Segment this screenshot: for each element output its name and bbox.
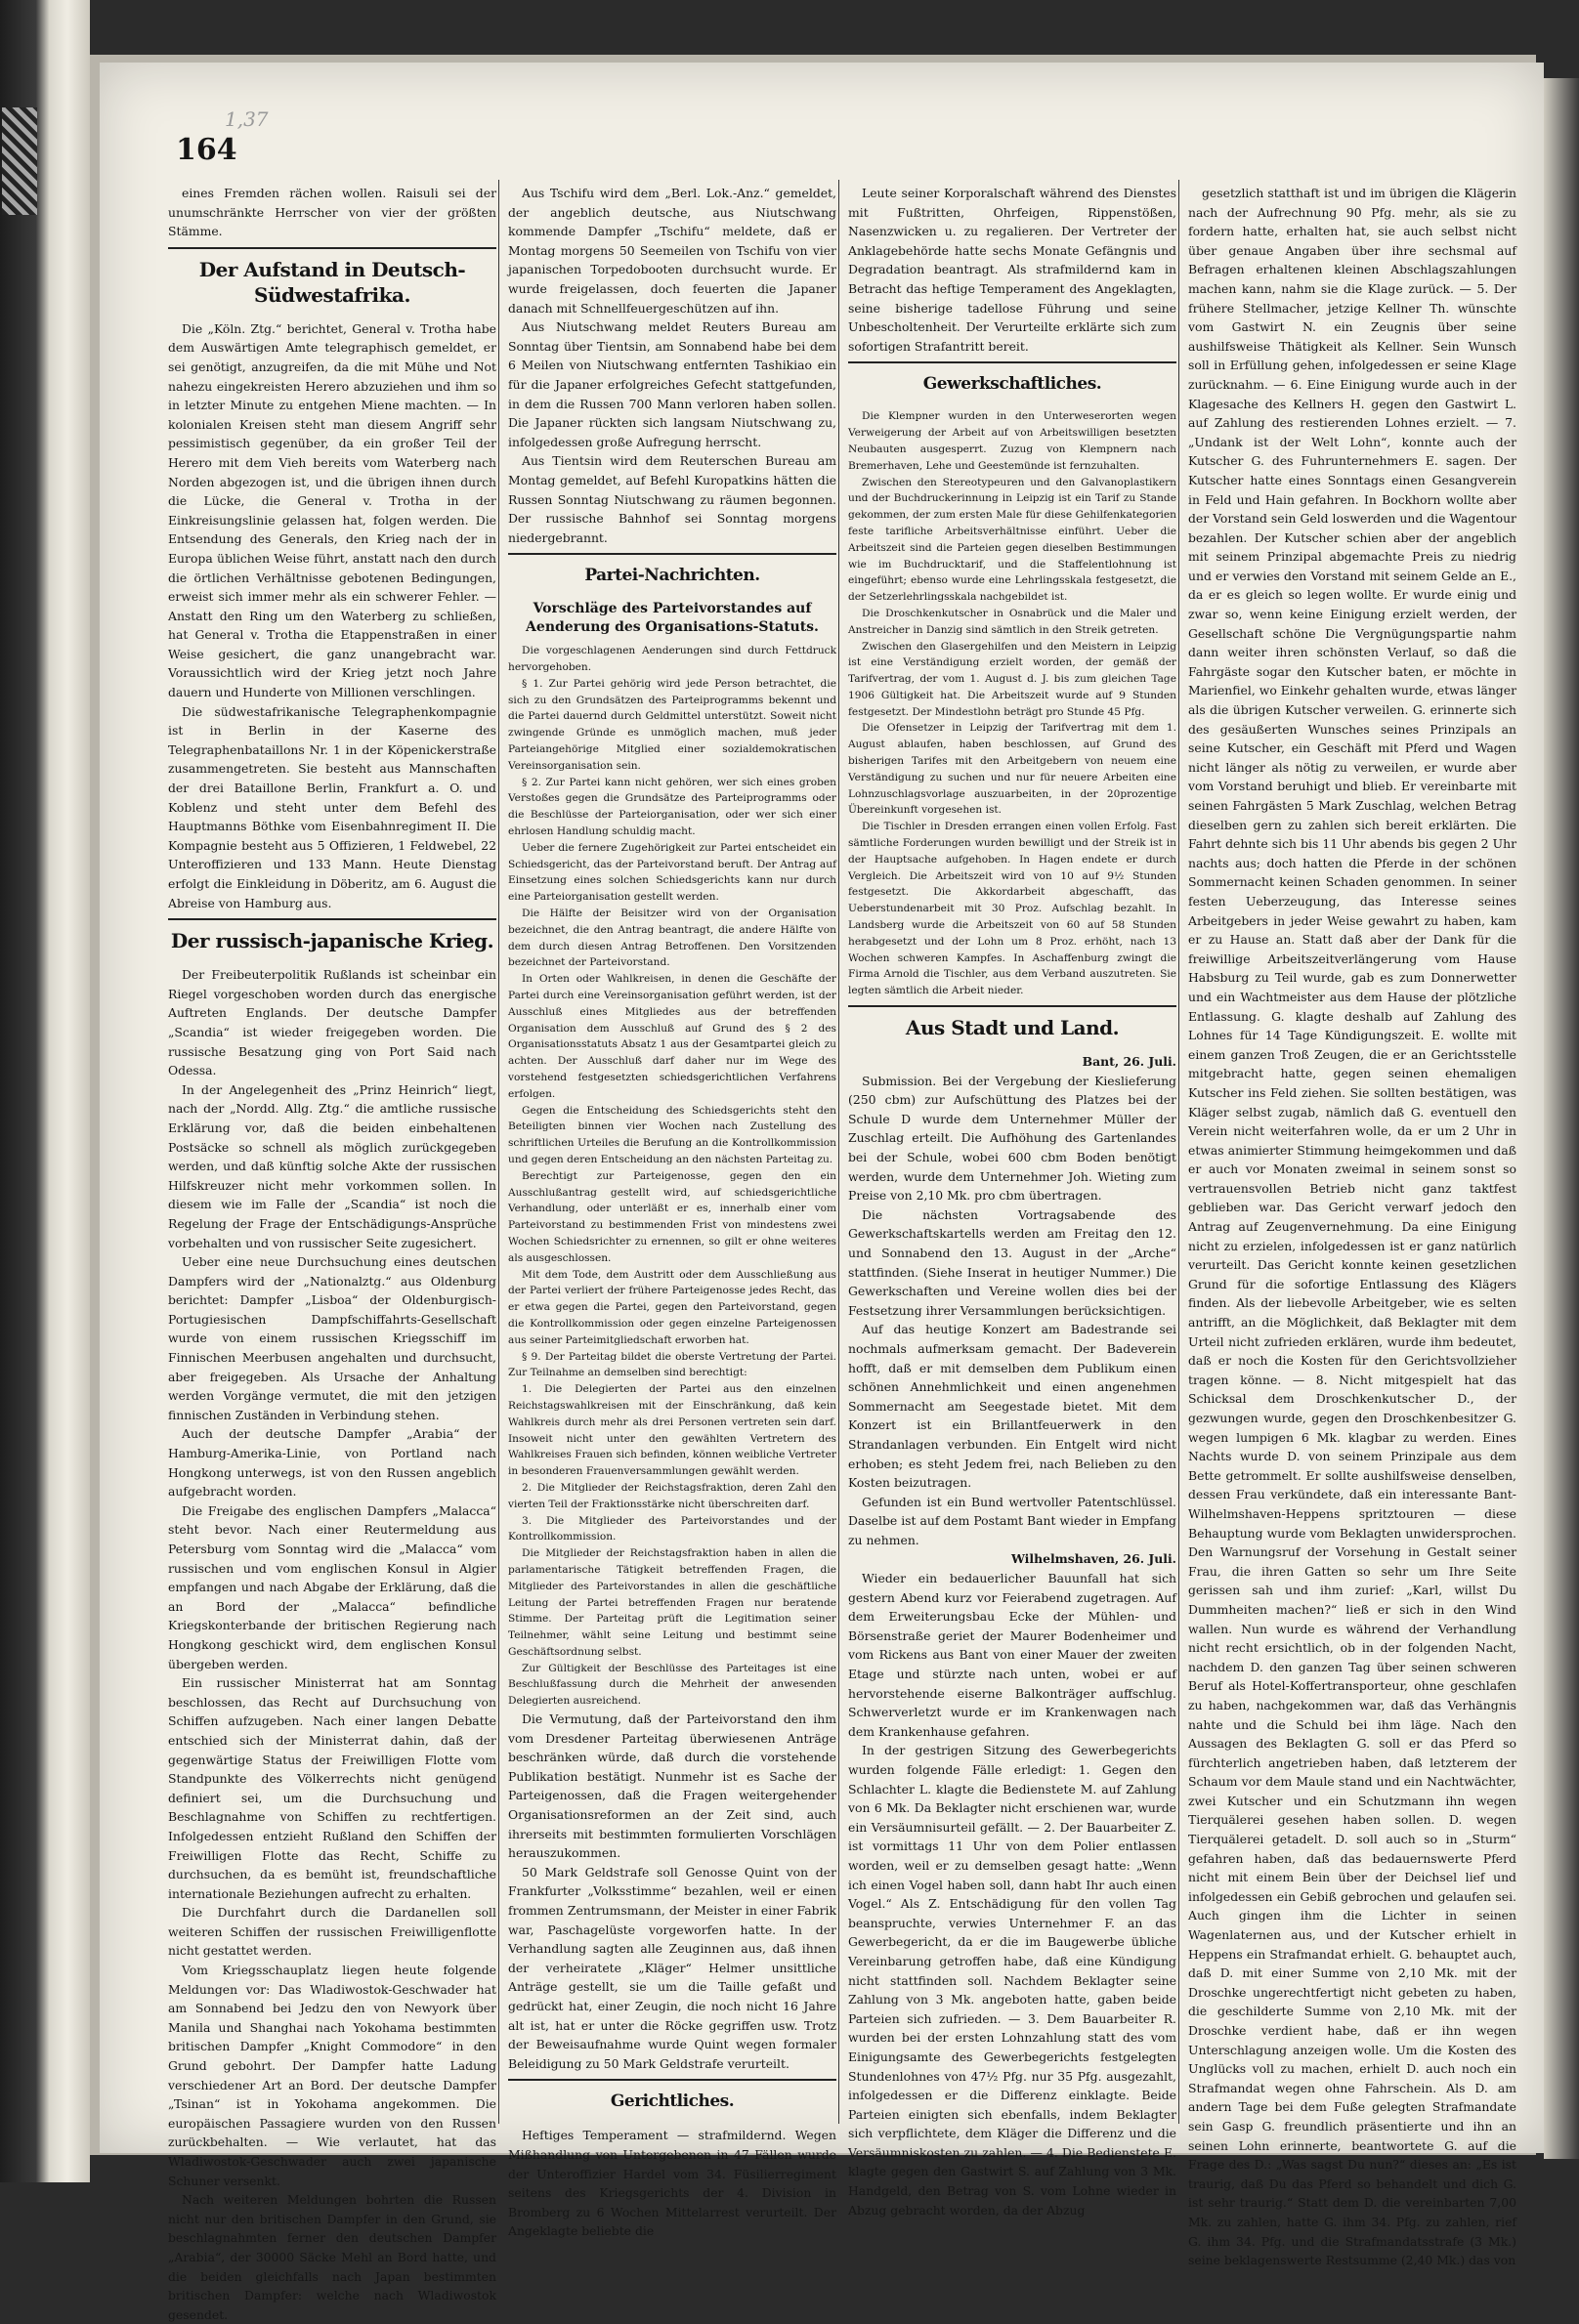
statute-paragraph: § 9. Der Parteitag bildet die oberste Vertretung der Partei. Zur Teilnahme an demselben sind berechtigt: (508, 1350, 836, 1379)
statute-paragraph: 1. Die Delegierten der Partei aus den einzelnen Reichstagswahlkreisen mit der Einschränkung, daß kein Wahlkreis durch mehr als drei Personen vertreten sein darf. Insoweit nicht unter den gewählten Vertretern des Wahlkreises Frauen sich befinden, können weibliche Vertreter in besonderen Frauenversammlungen gewählt werden. (508, 1383, 836, 1478)
column-3 (848, 184, 1176, 2218)
subheadline-vorschlaege: Vorschläge des Parteivorstandes auf Aenderung des Organisations-Statuts. (526, 601, 819, 636)
article-paragraph: Die Ofensetzer in Leipzig der Tarifvertrag mit dem 1. August ablaufen, haben beschlossen, auf Grund des bisherigen Tarifes mit den Arbeitgebern von neuem eine Verständigung zu suchen und nur für neuere Arbeiten eine Lohnzuschlagsvorlage auszuarbeiten, in der 20prozentige Übereinkunft vorgesehen ist. (848, 722, 1176, 817)
article-paragraph: Wieder ein bedauerlicher Bauunfall hat sich gestern Abend kurz vor Feierabend zugetragen. Auf dem Erweiterungsbau Ecke der Mühlen- und Börsenstraße geriet der Maurer Bodenheimer und vom Rickens aus Bant von einer Mauer der zweiten Etage und stürzte nach unten, wobei er auf hervorstehende eiserne Balkonträger auffschlug. Schwerverletzt wurde er im Krankenwagen nach dem Krankenhause gefahren. (848, 1571, 1176, 1739)
article-paragraph: Ueber eine neue Durchsuchung eines deutschen Dampfers wird der „Nationalztg.“ aus Oldenburg berichtet: Dampfer „Lisboa“ der Oldenburgisch-Portugiesischen Dampfschiffahrts-Gesellschaft wurde von einem russischen Kriegsschiff im Finnischen Meerbusen angehalten und durchsucht, aber freigegeben. Als Ursache der Anhaltung werden Vorgänge vermutet, die mit den jetzigen finnischen Zuständen in Verbindung stehen. (168, 1254, 496, 1422)
article-paragraph: Vom Kriegsschauplatz liegen heute folgende Meldungen vor: Das Wladiwostok-Geschwader hat am Sonnabend bei Jedzu den von Newyork über Manila und Shanghai nach Yokohama bestimmten britischen Dampfer „Knight Commodore“ in den Grund gebohrt. Der Dampfer hatte Ladung verschiedener Art an Bord. Der deutsche Dampfer „Tsinan“ ist in Yokohama angekommen. Die europäischen Passagiere wurden von den Russen zurückbehalten. — Wie verlautet, hat das Wladiwostok-Geschwader auch zwei japanische Schuner versenkt. (168, 1963, 496, 2188)
column-rule (838, 180, 839, 2124)
headline-suedwestafrika: Der Aufstand in Deutsch-Südwestafrika. (168, 247, 496, 314)
article-paragraph: Die „Köln. Ztg.“ berichtet, General v. Trotha habe dem Auswärtigen Amte telegraphisch gemeldet, er sei genötigt, anzugreifen, da die mit Mühe und Not nahezu eingekreisten Herero abzuziehen und ihm so in letzter Minute zu entgehen Miene machten. — In kolonialen Kreisen steht man diesem Angriff sehr pessimistisch gegenüber, da ein großer Teil der Herero mit dem Vieh bereits vom Waterberg nach Norden abgezogen ist, und die übrigen ihnen durch die Lücke, die General v. Trotha in der Einkreisungslinie gelassen hat, folgen werden. Die Entsendung des Generals, den Krieg nach der in Europa üblichen Weise führt, anstatt nach den durch die örtlichen Verhältnisse gebotenen Bedingungen, erweist sich immer mehr als ein schwerer Fehler. — Anstatt den Ring um den Waterberg zu schließen, hat General v. Trotha die Etappenstraßen in einer Weise gesichert, die ganz unangebracht war. Voraussichtlich wird der Krieg jetzt noch Jahre dauern und Hunderte von Millionen verschlingen. (168, 320, 496, 700)
article-paragraph: Die Tischler in Dresden errangen einen vollen Erfolg. Fast sämtliche Forderungen wurden bewilligt und der Streik ist in der Hauptsache aufgehoben. In Hagen endete er durch Vergleich. Die Arbeitszeit wird von 10 auf 9½ Stunden festgesetzt. Die Akkordarbeit abgeschafft, das Ueberstundenarbeit mit 30 Proz. Aufschlag bezahlt. In Landsberg wurde die Arbeitszeit von 60 auf 58 Stunden herabgesetzt und der Lohn um 8 Proz. erhöht, nach 13 Wochen schweren Kampfes. In Aschaffenburg zwingt die Firma Arnold die Tischler, aus dem Verband auszutreten. Sie legten sämtlich die Arbeit nieder. (848, 821, 1176, 997)
column-2 (508, 184, 836, 2239)
article-paragraph: Gefunden ist ein Bund wertvoller Patentschlüssel. Daselbe ist auf dem Postamt Bant wieder in Empfang zu nehmen. (848, 1494, 1176, 1547)
column-rule (1178, 180, 1179, 2124)
article-paragraph: In der gestrigen Sitzung des Gewerbegerichts wurden folgende Fälle erledigt: 1. Gegen den Schlachter L. klagte die Bedienstete M. auf Zahlung von 6 Mk. Da Beklagter nicht erschienen war, wurde ein Versäumnisurteil gefällt. — 2. Der Bauarbeiter Z. ist vormittags 11 Uhr von dem Polier entlassen worden, weil er zu demselben gesagt hatte: „Wenn ich einen Vogel haben soll, dann habt Ihr auch einen Vogel.“ Als Z. Entschädigung für den vollen Tag beanspruchte, verwies Unternehmer F. an das Gewerbegericht, da er die im Baugewerbe übliche Vereinbarung getroffen habe, daß eine Kündigung nicht stattfinden soll. Nachdem Beklagter seine Zahlung von 3 Mk. angeboten hatte, gaben beide Parteien sich zufrieden. — 3. Dem Bauarbeiter R. wurden bei der ersten Lohnzahlung statt des vom Einigungsamte des Gewerbegerichts festgelegten Stundenlohnes von 47½ Pfg. nur 35 Pfg. ausgezahlt, infolgedessen er die Differenz einklagte. Beide Parteien einigten sich ebenfalls, indem Beklagter sich verpflichtete, dem Kläger die Differenz und die Versäumniskosten zu zahlen. — 4. Die Bedienstete E. klagte gegen den Gastwirt S. auf Zahlung von 3 Mk. Handgeld, den Betrag von S. vom Lohne wieder in Abzug gebracht worden, da der Abzug (848, 1743, 1176, 2218)
article-paragraph: Der Freibeuterpolitik Rußlands ist scheinbar ein Riegel vorgeschoben worden durch das energische Auftreten Englands. Der deutsche Dampfer „Scandia“ ist wieder freigegeben worden. Die russische Besatzung ging von Port Said nach Odessa. (168, 967, 496, 1078)
statute-paragraph: Die vorgeschlagenen Aenderungen sind durch Fettdruck hervorgehoben. (508, 645, 836, 674)
article-paragraph: Leute seiner Korporalschaft während des Dienstes mit Fußtritten, Ohrfeigen, Rippenstößen, Nasenzwicken u. zu regalieren. Der Vertreter der Anklagebehörde hatte sechs Monate Gefängnis und Degradation beantragt. Als strafmildernd kam in Betracht das heftige Temperament des Angeklagten, seine bisherige tadellose Führung und seine Unbescholtenheit. Der Verurteilte erklärte sich zum sofortigen Strafantritt bereit. (848, 186, 1176, 354)
statute-paragraph: § 1. Zur Partei gehörig wird jede Person betrachtet, die sich zu den Grundsätzen des Parteiprogramms bekennt und die Partei dauernd durch Geldmittel unterstützt. Soweit nicht zwingende Gründe es unmöglich machen, muß jeder Parteiangehörige Mitglied einer sozialdemokratischen Vereinsorganisation sein. (508, 677, 836, 772)
article-paragraph: Die Durchfahrt durch die Dardanellen soll weiteren Schiffen der russischen Freiwilligenflotte nicht gestattet werden. (168, 1905, 496, 1959)
article-paragraph: Die Klempner wurden in den Unterweserorten wegen Verweigerung der Arbeit auf von Arbeitswilligen besetzten Neubauten ausgesperrt. Zuzug von Klempnern nach Bremerhaven, Lehe und Geestemünde ist fernzuhalten. (848, 410, 1176, 472)
dateline-wilhelmshaven: Wilhelmshaven, 26. Juli. (1010, 1551, 1176, 1567)
article-paragraph: Heftiges Temperament — strafmildernd. Wegen Mißhandlung von Untergebenen in 47 Fällen wurde der Unteroffizier Hardel vom 34. Füsilierregiment seitens des Kriegsgerichts der 4. Division in Bromberg zu 6 Wochen Mittelarrest verurteilt. Der Angeklagte beliebte die (508, 2128, 836, 2239)
statute-paragraph: Ueber die fernere Zugehörigkeit zur Partei entscheidet ein Schiedsgericht, das der Parteivorstand beruft. Der Antrag auf Einsetzung eines solchen Schiedsgerichts kann nur durch eine Parteiorganisation gestellt werden. (508, 841, 836, 904)
newspaper-page (100, 63, 1544, 2322)
statute-paragraph: Gegen die Entscheidung des Schiedsgerichts steht den Beteiligten binnen vier Wochen nach Zustellung des schriftlichen Urteiles die Berufung an die Kontrollkommission und gegen deren Entscheidung an den nächsten Parteitag zu. (508, 1104, 836, 1165)
article-paragraph: Die Freigabe des englischen Dampfers „Malacca“ steht bevor. Nach einer Reutermeldung aus Petersburg vom Sonntag wird die „Malacca“ vom russischen und vom englischen Konsul in Algier empfangen und nach Abgabe der Erklärung, daß die an Bord der „Malacca“ befindliche Kriegskonterbande der britischen Regierung nach Hongkong geschickt wird, dem englischen Konsul übergeben werden. (168, 1502, 496, 1671)
binding-ornament (2, 107, 37, 215)
statute-paragraph: Mit dem Tode, dem Austritt oder dem Ausschließung aus der Partei verliert der frühere Parteigenosse jedes Recht, das er etwa gegen die Partei, gegen den Parteivorstand, gegen die Kontrollkommission oder gegen einzelne Parteigenossen aus seiner Parteimitgliedschaft erworben hat. (508, 1268, 836, 1346)
article-paragraph: 50 Mark Geldstrafe soll Genosse Quint von der Frankfurter „Volksstimme“ bezahlen, weil er einen frommen Zentrumsmann, der Meister in einer Fabrik war, Paschagelüste vorgeworfen hatte. In der Verhandlung sagten alle Zeuginnen aus, daß ihnen der verheiratete „Kläger“ Helmer unsittliche Anträge gestellt, sie um die Taille gefaßt und gedrückt hat, einer Zeugin, die noch nicht 16 Jahre alt ist, hat er unter die Röcke gegriffen usw. Trotz der Beweisaufnahme wurde Quint wegen formaler Beleidigung zu 50 Mark Geldstrafe verurteilt. (508, 1864, 836, 2071)
article-paragraph: Ein russischer Ministerrat hat am Sonntag beschlossen, das Recht auf Durchsuchung von Schiffen aufzugeben. Nach einer langen Debatte entschied sich der Ministerrat dahin, daß der gegenwärtige Status der Freiwilligen Flotte vom Standpunkte des Völkerrechts nicht genügend definiert sei, um die Durchsuchung und Beschlagnahme von Schiffen zu rechtfertigen. Infolgedessen entzieht Rußland den Schiffen der Freiwilligen Flotte das Recht, Schiffe zu durchsuchen, da es bemüht ist, freundschaftliche internationale Beziehungen aufrecht zu erhalten. (168, 1675, 496, 1901)
article-paragraph: Die südwestafrikanische Telegraphenkompagnie ist in Berlin in der Kaserne des Telegraphenbataillons Nr. 1 in der Köpenickerstraße zusammengetreten. Sie besteht aus Mannschaften der drei Bataillone Berlin, Frankfurt a. O. und Koblenz und steht unter dem Befehl des Hauptmanns Böthke vom Eisenbahnregiment II. Die Kompagnie besteht aus 5 Offizieren, 1 Feldwebel, 22 Unteroffizieren und 133 Mann. Heute Dienstag erfolgt die Einkleidung in Döberitz, am 6. August die Abreise von Hamburg aus. (168, 703, 496, 910)
headline-gewerkschaftliches: Gewerkschaftliches. (848, 361, 1176, 402)
statute-paragraph: § 2. Zur Partei kann nicht gehören, wer sich eines groben Verstoßes gegen die Grundsätze des Parteiprogramms oder die Beschlüsse der Parteiorganisation, oder wer sich einer ehrlosen Handlung schuldig macht. (508, 776, 836, 838)
column-1 (168, 184, 496, 2322)
column-4 (1188, 184, 1516, 2268)
statute-paragraph: 3. Die Mitglieder des Parteivorstandes und der Kontrollkommission. (508, 1514, 836, 1543)
article-paragraph: Die Vermutung, daß der Parteivorstand den ihm vom Dresdener Parteitag überwiesenen Anträge beschränken würde, daß durch die vorstehende Publikation bestätigt. Nunmehr ist es Sache der Parteigenossen, daß die Fragen weitergehender Organisationsreformen an der Zeit sind, auch ihrerseits mit bestimmten formulierten Vorschlägen herauszukommen. (508, 1711, 836, 1861)
article-paragraph: Zwischen den Stereotypeuren und den Galvanoplastikern und der Buchdruckerinnung in Leipzig ist ein Tarif zu Stande gekommen, der zum ersten Male für diese Gehilfenkategorien feste tarifliche Arbeitsverhältnisse einführt. Ueber die Arbeitszeit sind die Parteien gegen dieselben Bestimmungen wie im Buchdrucktarif, und die Staffelentlohnung ist eingeführt; ebenso wurde eine Lehrlingsskala festgesetzt, die der Setzerlehrlingsskala nachgebildet ist. (848, 476, 1176, 604)
article-paragraph: eines Fremden rächen wollen. Raisuli sei der unumschränkte Herrscher von vier der größten Stämme. (168, 186, 496, 239)
statute-paragraph: Die Mitglieder der Reichstagsfraktion haben in allen die parlamentarische Tätigkeit betreffenden Fragen, die Mitglieder des Parteivorstandes in allen die geschäftliche Leitung der Partei betreffenden Fragen nur beratende Stimme. Der Parteitag prüft die Legitimation seiner Teilnehmer, wählt seine Leitung und bestimmt seine Geschäftsordnung selbst. (508, 1547, 836, 1658)
statute-paragraph: 2. Die Mitglieder der Reichstagsfraktion, deren Zahl den vierten Teil der Fraktionsstärke nicht überschreiten darf. (508, 1481, 836, 1510)
column-rule (498, 180, 499, 2124)
statute-paragraph: Zur Gültigkeit der Beschlüsse des Parteitages ist eine Beschlußfassung durch die Mehrheit der anwesenden Delegierten ausreichend. (508, 1662, 836, 1708)
article-paragraph: Zwischen den Glasergehilfen und den Meistern in Leipzig ist eine Verständigung erzielt worden, der gemäß der Tarifvertrag, der vom 1. August d. J. bis zum gleichen Tage 1906 Gültigkeit hat. Die Arbeitszeit wurde auf 9 Stunden festgesetzt. Der Mindestlohn beträgt pro Stunde 45 Pfg. (848, 640, 1176, 718)
dateline-bant: Bant, 26. Juli. (1082, 1054, 1176, 1070)
article-paragraph: Aus Tientsin wird dem Reuterschen Bureau am Montag gemeldet, auf Befehl Kuropatkins hätten die Russen Sonntag Niutschwang zu räumen begonnen. Der russische Bahnhof sei Sonntag morgens niedergebrannt. (508, 453, 836, 545)
article-paragraph: Aus Niutschwang meldet Reuters Bureau am Sonntag über Tientsin, am Sonnabend habe bei dem 6 Meilen von Niutschwang entfernten Tashikiao ein für die Japaner erfolgreiches Gefecht stattgefunden, in dem die Russen 700 Mann verloren haben sollen. Die Japaner rückten sich langsam Niutschwang zu, infolgedessen große Aufregung herrscht. (508, 319, 836, 449)
article-paragraph: gesetzlich statthaft ist und im übrigen die Klägerin nach der Aufrechnung 90 Pfg. mehr, als sie zu fordern hatte, erhalten hat, sie auch selbst nicht über genaue Angaben über ihre sechsmal auf Befragen erhaltenen kleinen Abschlagszahlungen machen kann, nahm sie die Klage zurück. — 5. Der frühere Stellmacher, jetzige Kellner Th. wünschte vom Gastwirt N. ein Zeugnis über seine aushilfsweise Thätigkeit als Kellner. Sein Wunsch soll in Erfüllung gehen, infolgedessen er seine Klage zurücknahm. — 6. Eine Einigung wurde auch in der Klagesache des Kellners H. gegen den Gastwirt L. auf Zahlung des restierenden Lohnes erzielt. — 7. „Undank ist der Welt Lohn“, konnte auch der Kutscher G. des Fuhrunternehmers E. sagen. Der Kutscher hatte eines Sonntags einen Gesangverein in Feld und Hain gefahren. In Bockhorn wollte aber der Vorstand sein Geld loswerden und die Wagentour bezahlen. Der Kutscher schien aber der angeblich mit seinem Prinzipal abgemachte Preis zu niedrig und er verwies den Vorstand mit seinem Gelde an E., da er es gleich so legen wollte. Er wurde einig und zwar so, wenn keine Einigung erzielt werden, der Gesellschaft schöne Die Vergnügungspartie nahm dann weiter ihren schönsten Verlauf, so daß die Fahrgäste sogar den Kutscher baten, er möchte in Marienfiel, wo Einkehr gehalten wurde, etwas länger als die übrigen Kutscher verweilen. G. erinnerte sich des gesäußerten Wunsches seines Prinzipals an seine Kutscher, ein Geschäft mit Pferd und Wagen nicht länger als nötig zu verweilen, er wurde aber vom Vorstand beruhigt und blieb. Er vereinbarte mit seinen Fahrgästen 5 Mark Zuschlag, welchen Betrag dieselben gern zu zahlen sich bereit erklärten. Die Fahrt dehnte sich bis 11 Uhr abends bis gegen 2 Uhr nachts aus; doch hatten die Pferde in der schönen Sommernacht keinen Schaden genommen. In seiner festen Ueberzeugung, das Interesse seines Arbeitgebers in jeder Weise gewahrt zu haben, kam er zu Hause an. Statt daß aber der Dank für die freiwillige Arbeitszeitverlängerung vom Hause Habsburg zu Teil wurde, gab es zum Donnerwetter und ein Wachtmeister aus dem Hause der plötzliche Entlassung. G. klagte deshalb auf Zahlung des Lohnes für 14 Tage Kündigungszeit. E. wollte mit einem ganzen Troß Zeugen, die er an Gerichtsstelle mitgebracht hatte, gegen seinen ehemaligen Kutscher ins Feld ziehen. Sie sollten bestätigen, was Kläger selbst zugab, nämlich daß G. eventuell den Verein nicht weiterfahren wolle, da er um 2 Uhr in etwas animierter Stimmung heimgekommen und daß er auch vor Monaten zweimal in seinem sonst so vertrauensvollen Betrieb nicht ganz taktfest geblieben war. Das Gericht verwarf jedoch den Antrag auf Zeugenvernehmung. Da eine Einigung nicht zu erzielen, infolgedessen ist er ganz natürlich verurteilt. Das Gericht konnte keinen gesetzlichen Grund für die sofortige Entlassung des Klägers finden. Als der liebevolle Arbeitgeber, wie es selten antrifft, an die Möglichkeit, daß Beklagter mit dem Urteil nicht zufrieden erklären, wurde ihm bedeutet, daß er noch die Kosten für den Gerichtsvollzieher tragen könne. — 8. Nicht mitgespielt hat das Schicksal dem Droschkenkutscher D., der gezwungen wurde, gegen den Droschkenbesitzer G. wegen lumpigen 6 Mk. klagbar zu werden. Eines Nachts wurde D. von seinem Prinzipale aus dem Bette getrommelt. Er sollte aushilfsweise denselben, dessen Frau verkündete, daß ein interessante Bant-Wilhelmshaven-Heppens spritztouren — diese Behauptung wurde vom Beklagten unwidersprochen. Den Warnungsruf der Vorsehung in Gestalt seiner Frau, die ihren Gatten so sehr um Ihre Seite gerissen sah und ihm zurief: „Karl, willst Du Dummheiten machen?“ ließ er sich in den Wind wallen. Nun wurde es während der Verhandlung nicht recht ersichtlich, ob in der folgenden Nacht, nachdem D. den ganzen Tag über seinen schweren Beruf als Hotel-Koffertransporteur, ohne geschlafen zu haben, nachgekommen war, daß das Verhängnis nahte und die Schuld bei ihm läge. Nach den Aussagen des Beklagten G. soll er das Pferd so fürchterlich angetrieben haben, daß letzterem der Schaum vor dem Maule stand und ein Nachtwächter, zwei Kutscher und ein Schutzmann ihn wegen Tierquälerei gesehen haben sollen. D. wegen Tierquälerei getadelt. D. soll auch so in „Sturm“ gefahren haben, daß das bedauernswerte Pferd nicht mit einem Bein über der Deichsel lief und infolgedessen ein Gebiß gebrochen und gelaufen sei. Auch gingen ihm die Lichter in seinen Wagenlaternen aus, und der Kutscher erhielt in Heppens ein Strafmandat erhielt. G. behauptet auch, daß D. mit einer Summe von 2,10 Mk. mit der Droschke ungerechtfertigt nicht gebeten zu haben, die geschilderte Summe von 2,10 Mk. mit der Droschke verdient habe, daß er ihn wegen Unterschlagung anzeigen wolle. Um die Kosten des Unglücks voll zu machen, erhielt D. auch noch ein Strafmandat wegen ohne Fahrschein. Als D. am andern Tage bei dem Fuße gelegten Strafmandate sein Gasp G. freundlich präsentierte und ihn an seinen Lohn erinnerte, beantwortete G. auf die Frage des D.: „Was sagst Du nun?“ dieses an: „Es ist traurig, daß Du das Pferd so behandelt und dich G. ist sehr traurig.“ Statt dem D. die vereinbarten 7,00 Mk. zu zahlen, hatte G. ihm 34. Pfg. zu zahlen, rief G. ihm 34. Pfg. und die Strafmandatsstrafe (3 Mk.) seine beklagenswerte Restsumme (2,40 Mk.) das von (1188, 186, 1516, 2268)
article-paragraph: Auf das heutige Konzert am Badestrande sei nochmals aufmerksam gemacht. Der Badeverein hofft, daß er mit demselben dem Publikum einen schönen Annehmlichkeit und einen angenehmen Sommernacht am Seegestade bietet. Mit dem Konzert ist ein Brillantfeuerwerk in den Strandanlagen verbunden. Ein Entgelt wird nicht erhoben; es steht Jedem frei, nach Belieben zu den Kosten beizutragen. (848, 1322, 1176, 1491)
article-paragraph: Auch der deutsche Dampfer „Arabia“ der Hamburg-Amerika-Linie, von Portland nach Hongkong unterwegs, ist von den Russen angeblich aufgebracht worden. (168, 1426, 496, 1500)
statute-paragraph: In Orten oder Wahlkreisen, in denen die Geschäfte der Partei durch eine Vereinsorganisation geführt werden, ist der Ausschluß eines Mitgliedes aus der betreffenden Organisation dem Ausschluß auf Grund des § 2 des Organisationsstatuts Absatz 1 aus der Gesamtpartei gleich zu achten. Der Ausschluß darf daher nur im Wege des vorstehend festgesetzten schiedsgerichtlichen Verfahrens erfolgen. (508, 973, 836, 1100)
article-paragraph: Aus Tschifu wird dem „Berl. Lok.-Anz.“ gemeldet, der angeblich deutsche, aus Niutschwang kommende Dampfer „Tschifu“ meldete, daß er Montag morgens 50 Seemeilen von Tschifu von vier japanischen Torpedobooten durchsucht wurde. Er wurde freigelassen, doch feuerten die Japaner danach mit Schnellfeuergeschützen auf ihn. (508, 186, 836, 316)
statute-paragraph: Die Hälfte der Beisitzer wird von der Organisation bezeichnet, die den Antrag beantragt, die andere Hälfte von dem durch diesen Antrag Betroffenen. Den Vorsitzenden bezeichnet der Parteivorstand. (508, 908, 836, 969)
article-paragraph: In der Angelegenheit des „Prinz Heinrich“ liegt, nach der „Nordd. Allg. Ztg.“ die amtliche russische Erklärung vor, daß die beiden einbehaltenen Postsäcke so schnell als möglich zurückgegeben werden, und daß künftig solche Akte der russischen Hilfskreuzer nicht mehr vorkommen sollen. In diesem wie im Falle der „Scandia“ ist noch die Regelung der Frage der Entschädigungs-Ansprüche vorbehalten und von russischer Seite zugesichert. (168, 1081, 496, 1250)
article-paragraph: Submission. Bei der Vergebung der Kieslieferung (250 cbm) zur Aufschüttung des Platzes bei der Schule D wurde dem Unternehmer Müller der Zuschlag erteilt. Die Aufhöhung des Gartenlandes bei der Schule, wobei 600 cbm Boden benötigt werden, wurde dem Unternehmer Joh. Wieting zum Preise von 2,10 Mk. pro cbm übertragen. (848, 1073, 1176, 1204)
handwritten-mark: 1,37 (225, 107, 269, 131)
headline-aus-stadt-und-land: Aus Stadt und Land. (848, 1005, 1176, 1046)
statute-paragraph: Berechtigt zur Parteigenosse, gegen den ein Ausschlußantrag gestellt wird, auf schiedsgerichtliche Verhandlung, oder unterläßt er es, innerhalb einer vom Parteivorstand zu bestimmenden Frist von mindestens zwei Wochen Schiedsrichter zu ernennen, so gilt er ohne weiteres als ausgeschlossen. (508, 1169, 836, 1264)
page-number: 164 (176, 133, 237, 167)
article-paragraph: Die Droschkenkutscher in Osnabrück und die Maler und Anstreicher in Danzig sind sämtlich in den Streik getreten. (848, 607, 1176, 636)
headline-russisch-japanisch: Der russisch-japanische Krieg. (168, 918, 496, 959)
article-paragraph: Die nächsten Vortragsabende des Gewerkschaftskartells werden am Freitag den 12. und Sonnabend den 13. August in der „Arche“ stattfinden. (Siehe Inserat in heutiger Nummer.) Die Gewerkschaften und Vereine wollen dies bei der Festsetzung ihrer Versammlungen berücksichtigen. (848, 1206, 1176, 1318)
headline-gerichtliches: Gerichtliches. (508, 2079, 836, 2120)
headline-partei-nachrichten: Partei-Nachrichten. (508, 553, 836, 594)
right-page-edge (1544, 78, 1579, 2159)
book-binding (0, 0, 90, 2182)
article-paragraph: Nach weiteren Meldungen bohrten die Russen nicht nur den britischen Dampfer in den Grund, sie beschlagnahmten ferner den deutschen Dampfer „Arabia“, der 30000 Säcke Mehl an Bord hatte, und die beiden gleichfalls nach Japan bestimmten britischen Dampfer: welche nach Wladiwostok gesendet. (168, 2192, 496, 2322)
